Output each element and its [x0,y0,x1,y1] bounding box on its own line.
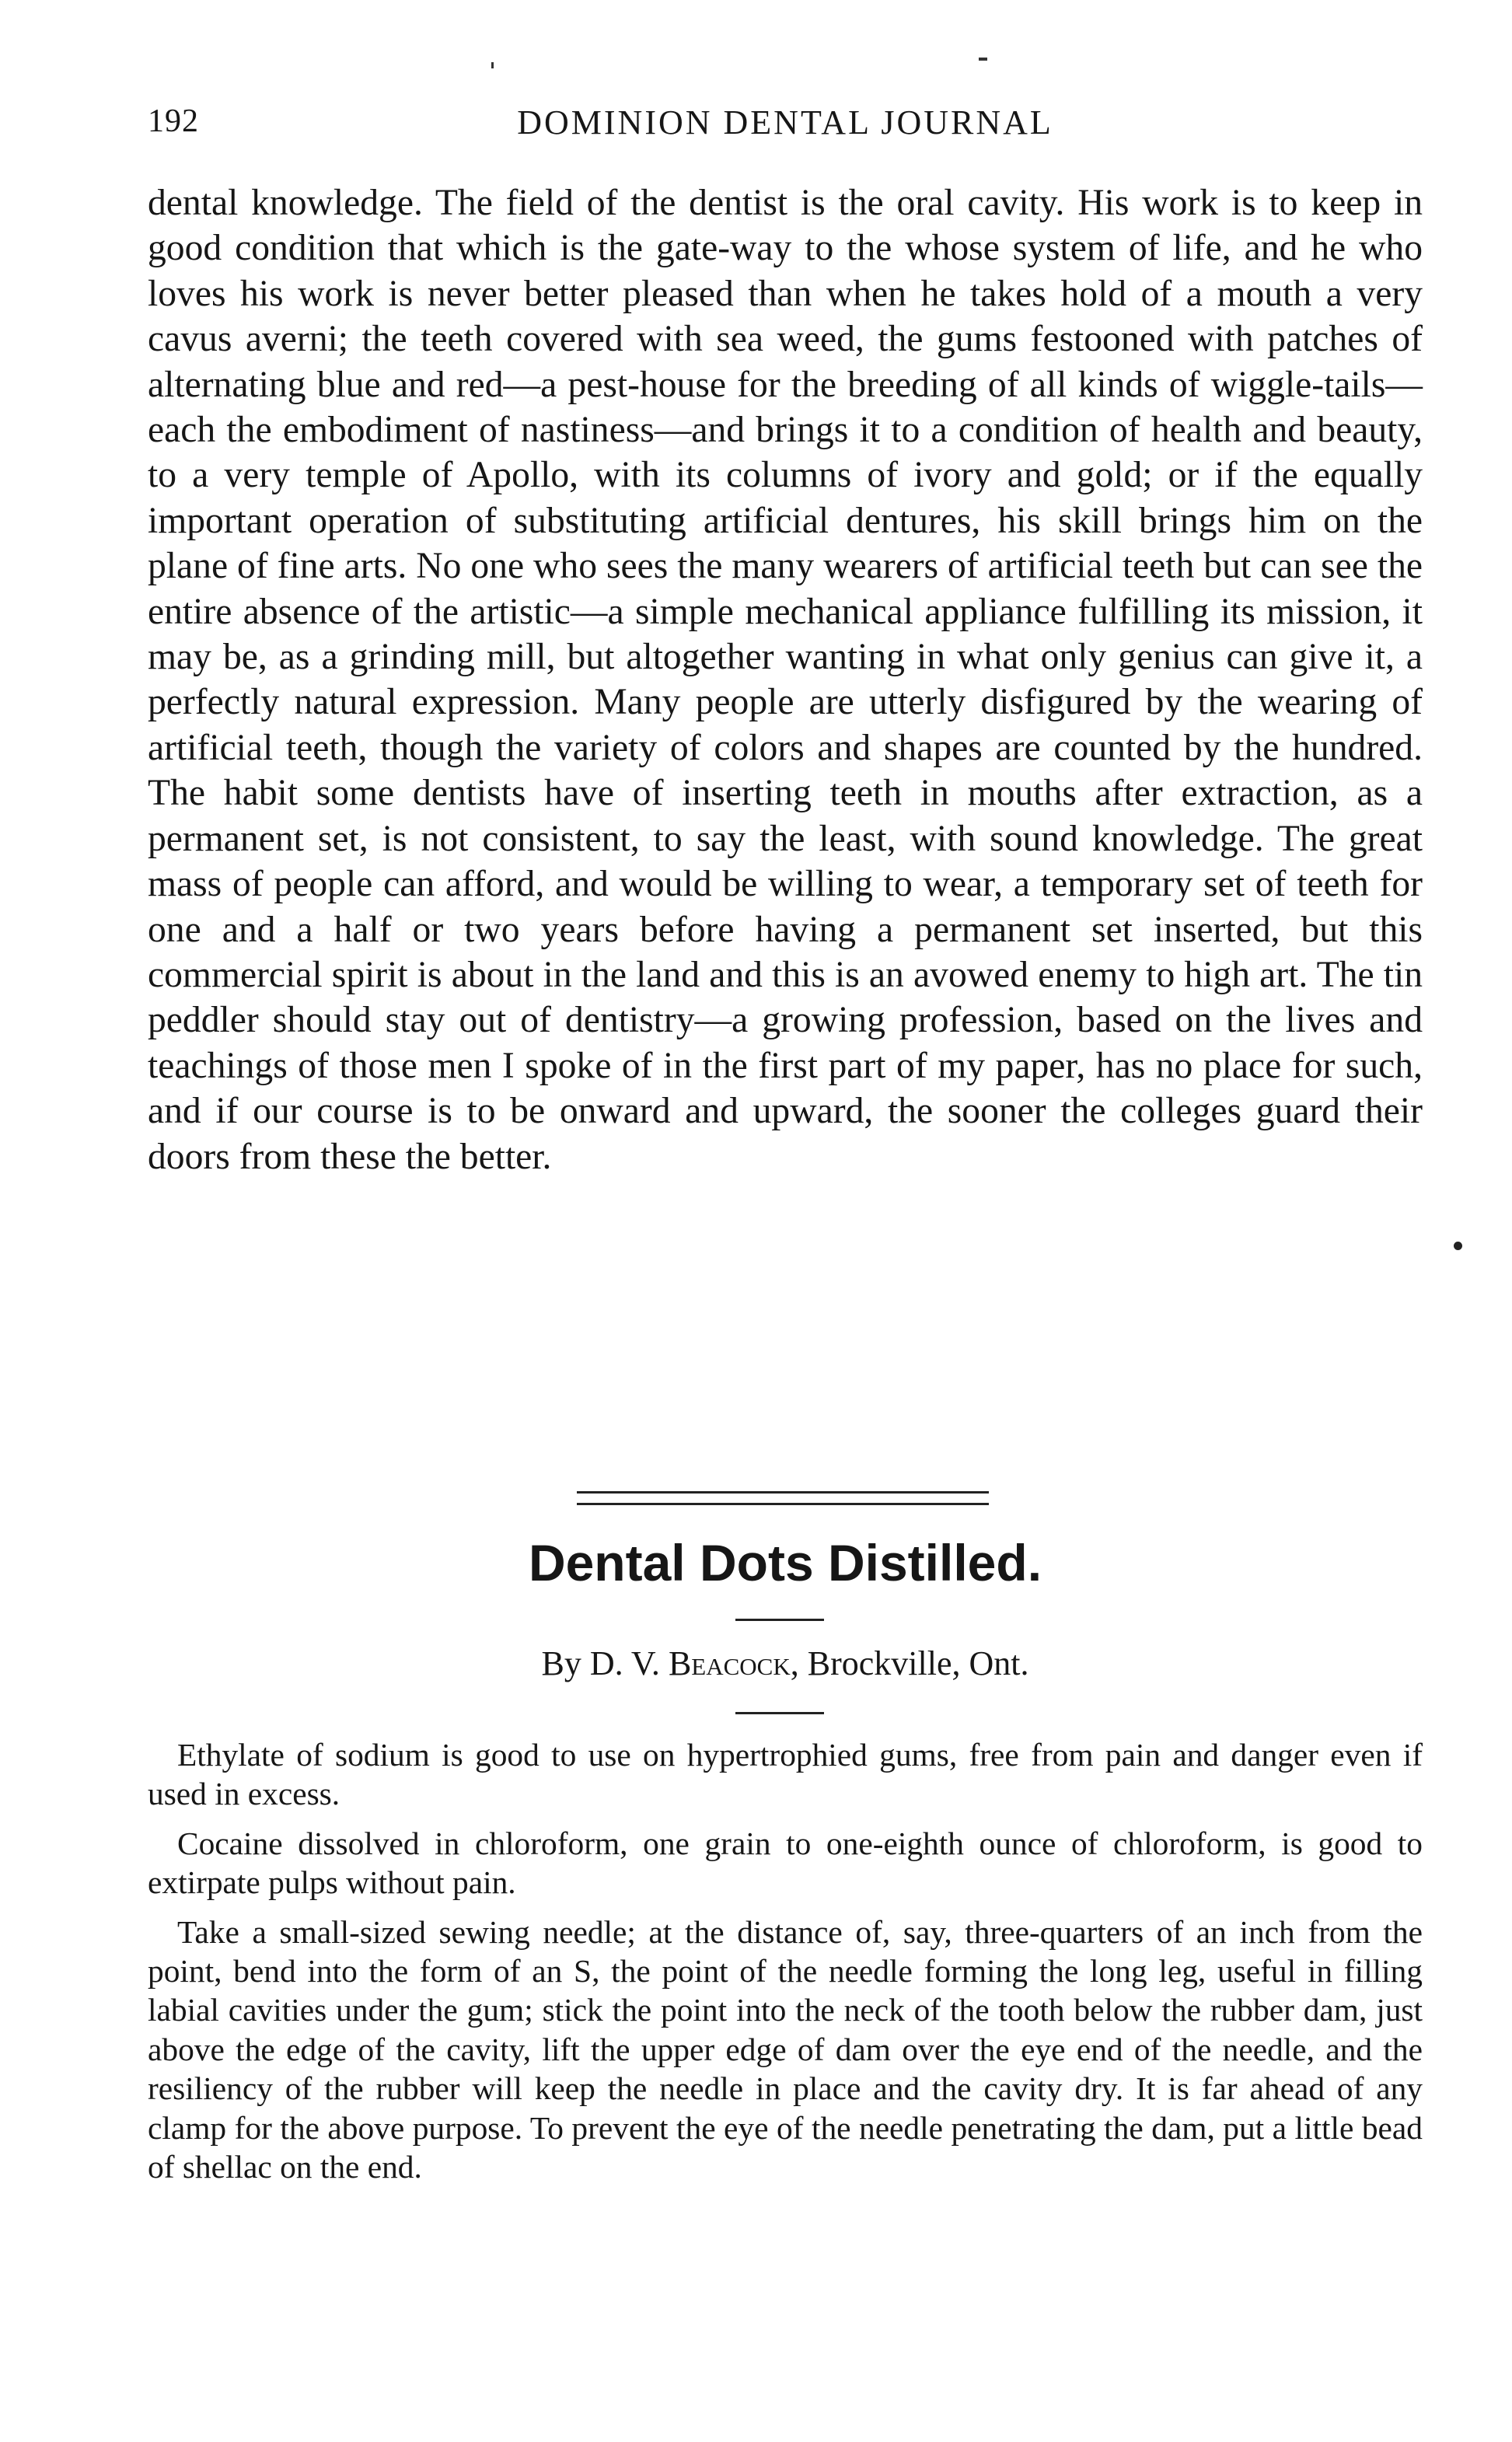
page-number: 192 [148,103,199,139]
section-divider [577,1491,989,1505]
title-rule [735,1619,824,1621]
byline-suffix: , Brockville, Ont. [790,1644,1029,1682]
print-speck [979,58,987,61]
byline-rule [735,1712,824,1714]
article-paragraph: Take a small-sized sewing needle; at the distance of, say, three-quarters of an inch from the point, bend into the form of an S, the point of the needle forming the long leg, useful in filling labial cavities under the gum; stick the point into the neck of the tooth below the rubber dam, just above the edge of the cavity, lift the upper edge of dam over the eye end of the needle, and the resiliency of the rubber will keep the needle in place and the cavity dry. It is far ahead of any clamp for the above purpose. To prevent the eye of the needle penetrating the dam, put a little bead of shellac on the end. [148,1913,1423,2185]
author-surname: Beacock [668,1644,791,1682]
byline-prefix: By D. V. [541,1644,660,1682]
page-header [148,103,1423,149]
article-body [148,1735,1423,2196]
byline [148,1640,1423,1687]
article-title: Dental Dots Distilled. [528,1534,1042,1591]
margin-dot [1454,1242,1462,1250]
continued-paragraph: dental knowledge. The field of the dentist is the oral cavity. His work is to keep in good condition that which is the gate-way to the whose system of life, and he who loves his work is never better pleased than when he takes hold of a mouth a very cavus averni; the teeth covered with sea weed, the gums festooned with patches of alternating blue and red—a pest-house for the breeding of all kinds of wiggle-tails—each the embodiment of nastiness—and brings it to a condition of health and beauty, to a very temple of Apollo, with its columns of ivory and gold; or if the equally important operation of substituting artificial dentures, his skill brings him on the plane of fine arts. No one who sees the many wearers of artificial teeth but can see the entire absence of the artistic—a simple mechanical appliance fulfilling its mission, it may be, as a grinding mill, but altogether wanting in what only genius can give it, a perfectly natural expression. Many people are utterly disfigured by the wearing of artificial teeth, though the variety of colors and shapes are counted by the hundred. The habit some dentists have of inserting teeth in mouths after extraction, as a permanent set, is not consistent, to say the least, with sound knowledge. The great mass of people can afford, and would be willing to wear, a temporary set of teeth for one and a half or two years before having a permanent set inserted, but this commercial spirit is about in the land and this is an avowed enemy to high art. The tin peddler should stay out of dentistry—a growing profession, based on the lives and teachings of those men I spoke of in the first part of my paper, has no place for such, and if our course is to be onward and upward, the sooner the colleges guard their doors from these the better. [148,183,1423,1177]
article-paragraph: Cocaine dissolved in chloroform, one grain to one-eighth ounce of chloroform, is good to extirpate pulps without pain. [148,1825,1423,1901]
article-paragraph: Ethylate of sodium is good to use on hypertrophied gums, free from pain and danger even if used in excess. [148,1737,1423,1812]
continued-text [148,180,1423,1179]
print-speck [491,62,494,68]
running-head: DOMINION DENTAL JOURNAL [517,103,1053,141]
